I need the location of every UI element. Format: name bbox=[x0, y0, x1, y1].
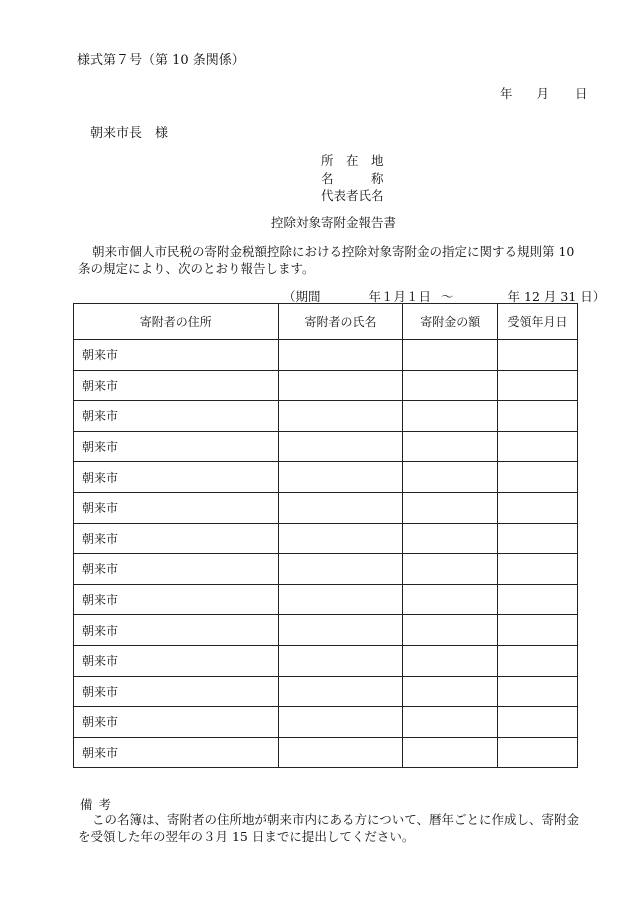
cell-donor-address: 朝来市 bbox=[74, 615, 279, 646]
sender-representative-label: 代表者氏名 bbox=[321, 188, 384, 203]
cell-donor-address: 朝来市 bbox=[74, 676, 279, 707]
cell-donor-address: 朝来市 bbox=[74, 492, 279, 523]
table-row bbox=[74, 431, 578, 462]
period-start: 年１月１日 bbox=[368, 289, 432, 304]
cell-donation-amount bbox=[403, 645, 498, 676]
cell-donor-name bbox=[278, 676, 403, 707]
cell-donor-address: 朝来市 bbox=[74, 584, 279, 615]
cell-donor-name bbox=[278, 492, 403, 523]
cell-donation-amount bbox=[403, 401, 498, 432]
cell-donor-name bbox=[278, 462, 403, 493]
table-header-row bbox=[74, 304, 578, 340]
cell-donor-address: 朝来市 bbox=[74, 523, 279, 554]
form-number: 様式第７号（第 10 条関係） bbox=[77, 53, 245, 68]
cell-donor-address: 朝来市 bbox=[74, 340, 279, 371]
cell-donor-address: 朝来市 bbox=[74, 707, 279, 738]
cell-donor-address: 朝来市 bbox=[74, 401, 279, 432]
cell-receipt-date bbox=[498, 523, 578, 554]
cell-receipt-date bbox=[498, 737, 578, 768]
table-row bbox=[74, 492, 578, 523]
cell-donor-address: 朝来市 bbox=[74, 645, 279, 676]
cell-donor-name bbox=[278, 584, 403, 615]
cell-donor-name bbox=[278, 707, 403, 738]
table-row bbox=[74, 340, 578, 371]
cell-receipt-date bbox=[498, 401, 578, 432]
cell-donor-name bbox=[278, 370, 403, 401]
table-row bbox=[74, 615, 578, 646]
cell-donor-address: 朝来市 bbox=[74, 554, 279, 585]
cell-donor-address: 朝来市 bbox=[74, 737, 279, 768]
table-row bbox=[74, 401, 578, 432]
header-donor-address: 寄附者の住所 bbox=[74, 304, 279, 340]
cell-donation-amount bbox=[403, 340, 498, 371]
date-line bbox=[500, 84, 588, 102]
cell-receipt-date bbox=[498, 340, 578, 371]
cell-donation-amount bbox=[403, 492, 498, 523]
cell-donation-amount bbox=[403, 615, 498, 646]
cell-receipt-date bbox=[498, 462, 578, 493]
table-body bbox=[74, 340, 578, 768]
cell-donation-amount bbox=[403, 584, 498, 615]
table-row bbox=[74, 462, 578, 493]
header-donation-amount: 寄附金の額 bbox=[403, 304, 498, 340]
cell-donor-name bbox=[278, 645, 403, 676]
table-row bbox=[74, 584, 578, 615]
table-row bbox=[74, 676, 578, 707]
sender-block bbox=[321, 152, 384, 205]
cell-receipt-date bbox=[498, 645, 578, 676]
period-end: 年 12 月 31 日） bbox=[507, 289, 606, 304]
sender-name-label: 名 称 bbox=[321, 170, 384, 186]
header-donor-name: 寄附者の氏名 bbox=[278, 304, 403, 340]
table-row bbox=[74, 370, 578, 401]
cell-receipt-date bbox=[498, 554, 578, 585]
cell-donation-amount bbox=[403, 554, 498, 585]
cell-receipt-date bbox=[498, 676, 578, 707]
cell-donor-address: 朝来市 bbox=[74, 462, 279, 493]
cell-donation-amount bbox=[403, 462, 498, 493]
notes-text: この名簿は、寄附者の住所地が朝来市内にある方について、暦年ごとに作成し、寄附金を受領した年の翌年の３月 15 日までに提出してください。 bbox=[78, 812, 580, 844]
date-day-label: 日 bbox=[575, 86, 588, 101]
cell-donor-address: 朝来市 bbox=[74, 370, 279, 401]
cell-receipt-date bbox=[498, 370, 578, 401]
addressee: 朝来市長 様 bbox=[90, 126, 169, 141]
cell-donation-amount bbox=[403, 431, 498, 462]
table-row bbox=[74, 554, 578, 585]
cell-donor-name bbox=[278, 340, 403, 371]
body-text: 朝来市個人市民税の寄附金税額控除における控除対象寄附金の指定に関する規則第 10 条の規定により、次のとおり報告します。 bbox=[78, 244, 575, 276]
cell-donor-name bbox=[278, 401, 403, 432]
date-month-label: 月 bbox=[536, 86, 550, 101]
cell-donor-name bbox=[278, 737, 403, 768]
header-receipt-date: 受領年月日 bbox=[498, 304, 578, 340]
cell-donation-amount bbox=[403, 737, 498, 768]
cell-receipt-date bbox=[498, 707, 578, 738]
table-row bbox=[74, 737, 578, 768]
sender-address-label: 所 在 地 bbox=[321, 153, 384, 168]
cell-donor-name bbox=[278, 523, 403, 554]
table-row bbox=[74, 523, 578, 554]
cell-donation-amount bbox=[403, 523, 498, 554]
notes-heading: 備考 bbox=[80, 797, 118, 812]
cell-receipt-date bbox=[498, 431, 578, 462]
cell-donor-name bbox=[278, 615, 403, 646]
cell-donation-amount bbox=[403, 370, 498, 401]
period-tilde: ～ bbox=[441, 289, 454, 304]
document-title: 控除対象寄附金報告書 bbox=[271, 215, 397, 230]
cell-receipt-date bbox=[498, 584, 578, 615]
cell-donation-amount bbox=[403, 707, 498, 738]
cell-receipt-date bbox=[498, 492, 578, 523]
table-row bbox=[74, 707, 578, 738]
cell-donor-name bbox=[278, 554, 403, 585]
period-open: （期間 bbox=[283, 289, 321, 304]
cell-donation-amount bbox=[403, 676, 498, 707]
date-year-label: 年 bbox=[500, 86, 513, 101]
cell-donor-name bbox=[278, 431, 403, 462]
cell-receipt-date bbox=[498, 615, 578, 646]
table-row bbox=[74, 645, 578, 676]
donation-table bbox=[73, 303, 578, 768]
cell-donor-address: 朝来市 bbox=[74, 431, 279, 462]
